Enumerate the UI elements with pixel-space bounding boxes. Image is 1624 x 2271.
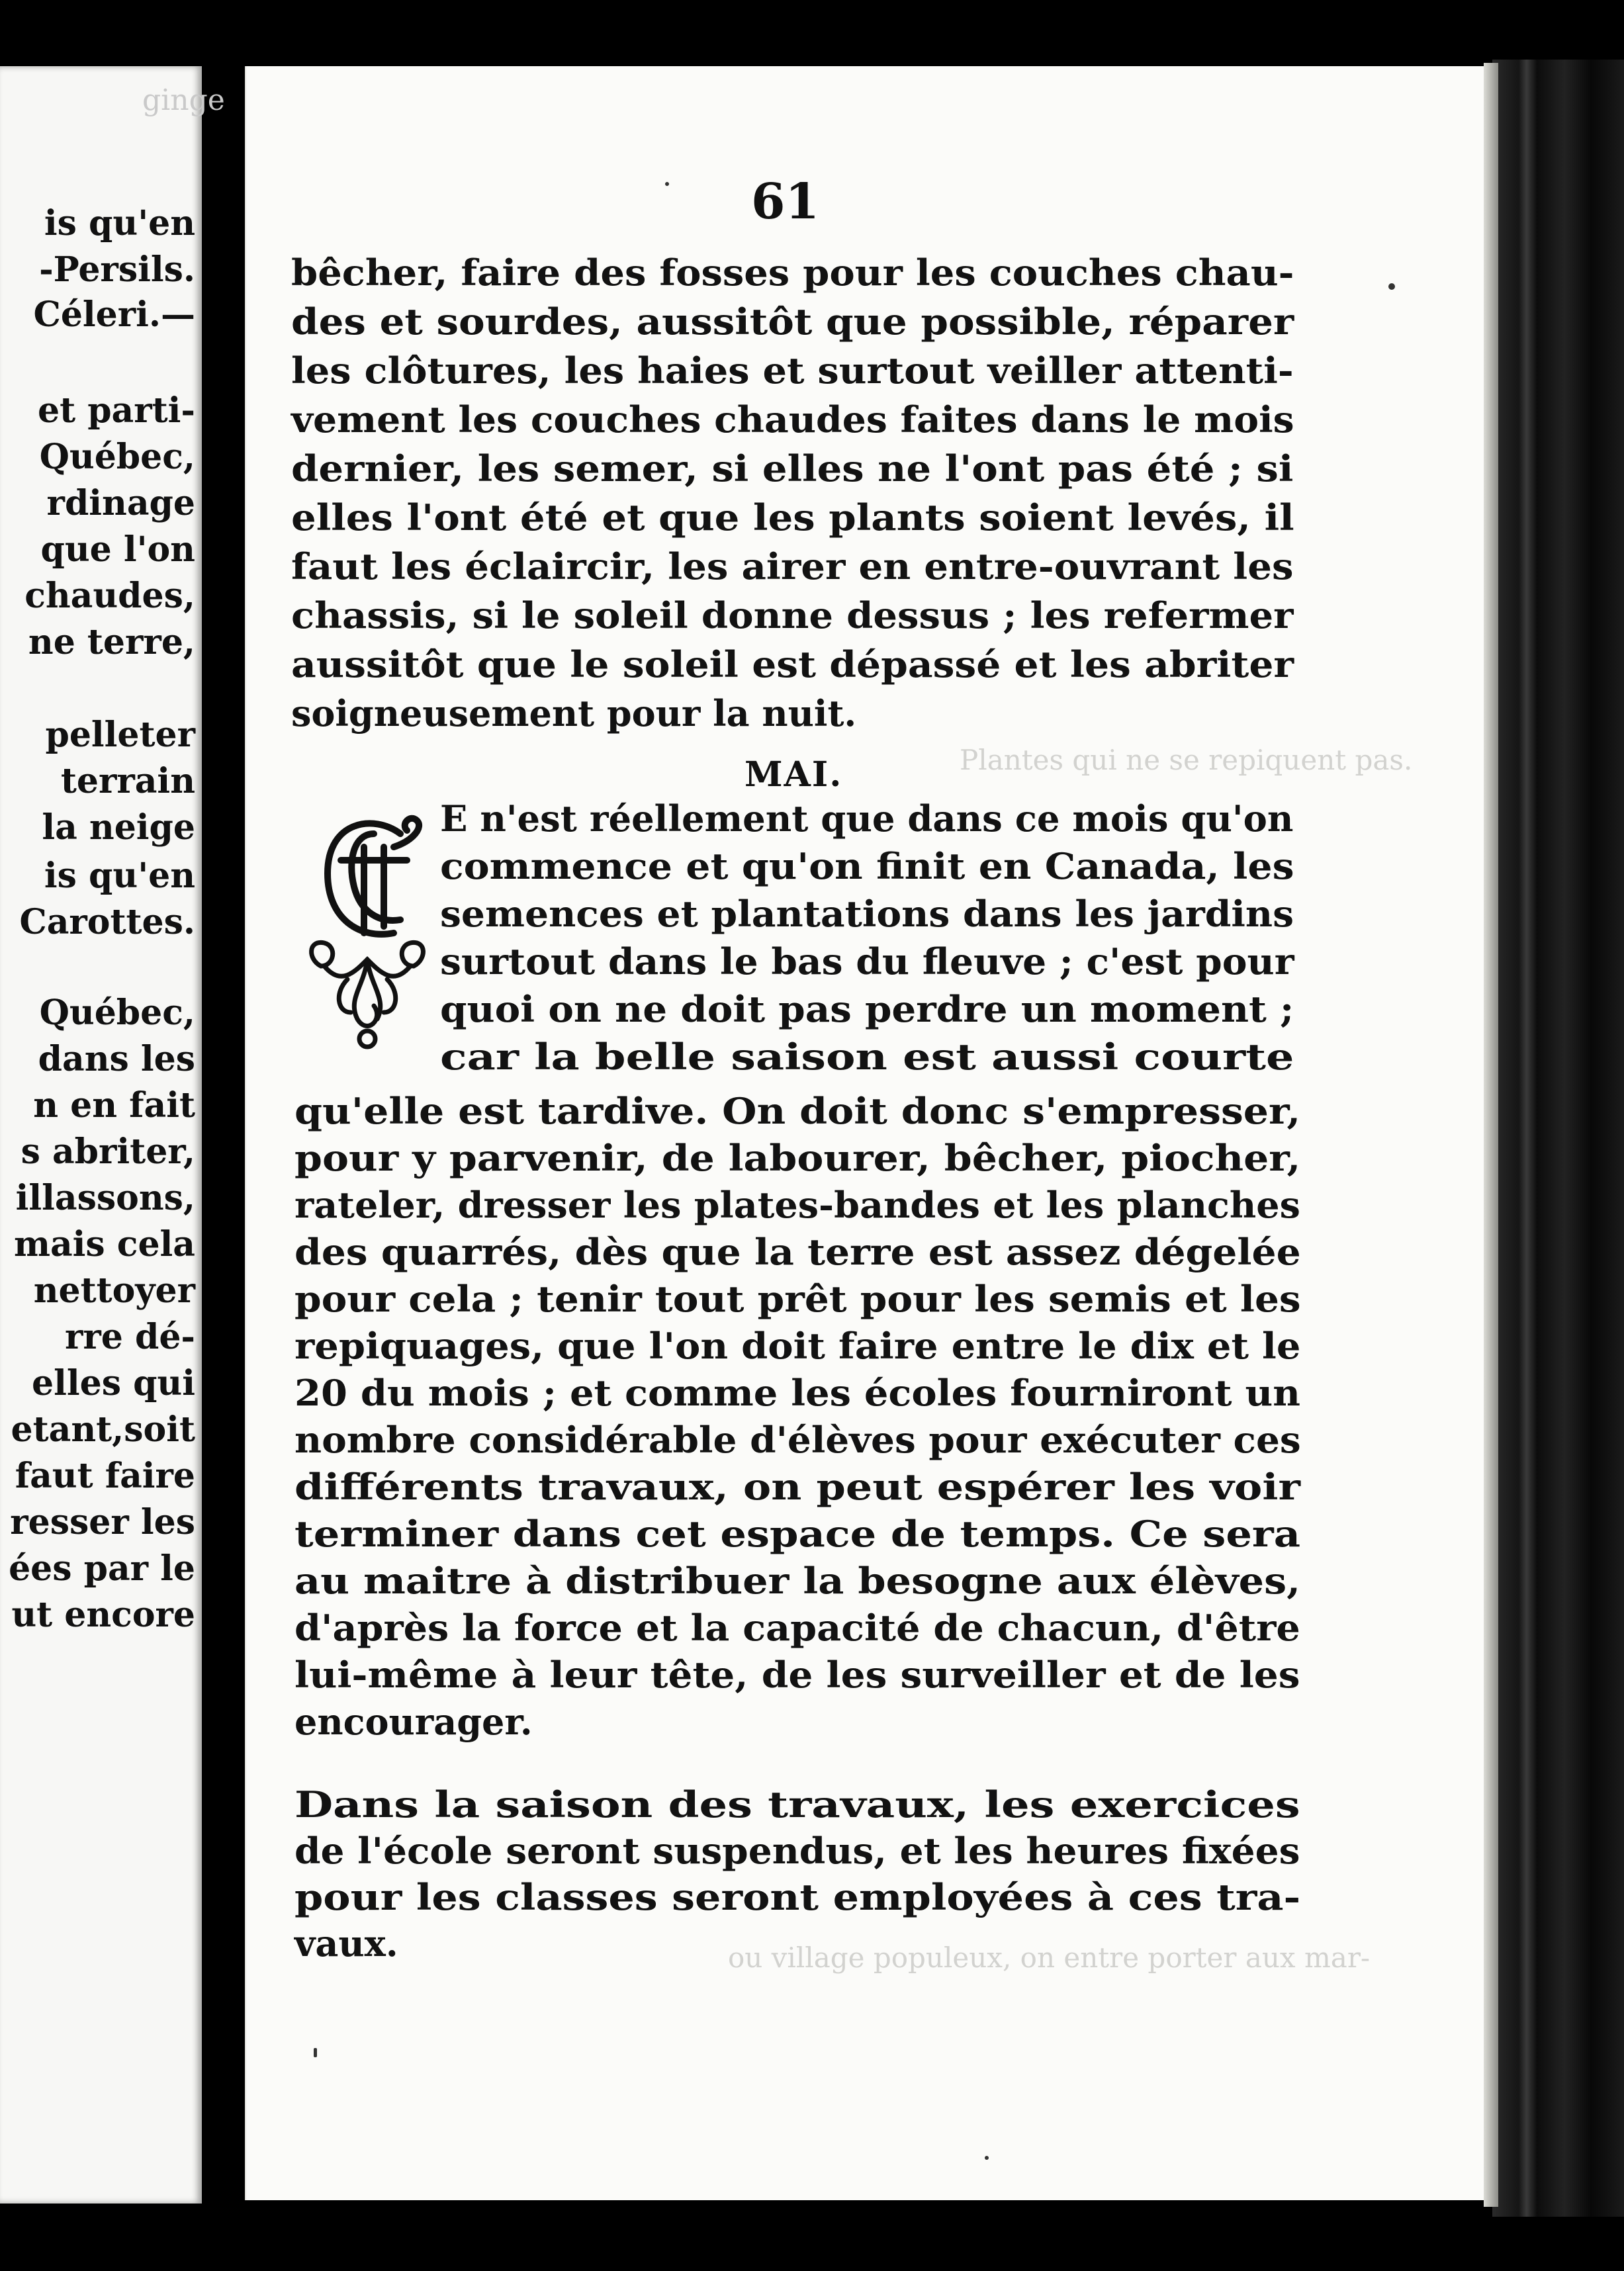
text-line: semences et plantations dans les jardins	[440, 893, 1294, 935]
text-line: faut les éclaircir, les airer en entre-ouvrant les	[291, 545, 1294, 588]
bleed-through-line: Plantes qui ne se repiquent pas.	[960, 744, 1413, 776]
left-page-line: Carottes.	[19, 902, 195, 942]
ink-speck	[314, 2048, 317, 2057]
left-facing-page	[0, 66, 225, 2204]
left-page-line: Québec,	[39, 993, 195, 1033]
text-line: vaux.	[294, 1922, 398, 1965]
left-page-line: dans les	[38, 1039, 195, 1079]
section-heading: MAI.	[744, 754, 843, 795]
ornamental-drop-cap-icon	[301, 807, 433, 1059]
left-page-line: Québec,	[39, 437, 195, 477]
text-line: des et sourdes, aussitôt que possible, réparer	[291, 300, 1294, 343]
text-line: encourager.	[294, 1701, 533, 1743]
text-line: 20 du mois ; et comme les écoles fourniront un	[294, 1372, 1301, 1414]
text-line: vement les couches chaudes faites dans le mois	[291, 398, 1294, 441]
left-page-line: is qu'en	[44, 856, 195, 896]
text-line: nombre considérable d'élèves pour exécuter ces	[294, 1419, 1301, 1461]
left-page-line: chaudes,	[24, 576, 195, 616]
text-line: elles l'ont été et que les plants soient levés, il	[291, 496, 1294, 539]
left-page-line: is qu'en	[44, 203, 195, 244]
text-line: d'après la force et la capacité de chacun, d'être	[294, 1607, 1300, 1649]
text-line: E n'est réellement que dans ce mois qu'on	[440, 797, 1294, 840]
text-line: surtout dans le bas du fleuve ; c'est pour	[440, 940, 1294, 983]
left-page-line: n en fait	[33, 1085, 195, 1126]
bleed-through-line: ou village populeux, on entre porter aux mar-	[728, 1941, 1371, 1974]
left-page-line: faut faire	[15, 1456, 195, 1496]
text-line: pour les classes seront employées à ces tra-	[294, 1876, 1301, 1918]
text-line: qu'elle est tardive. On doit donc s'empresser,	[294, 1090, 1301, 1132]
left-page-line: la neige	[42, 807, 195, 848]
ink-speck	[985, 2156, 989, 2160]
left-page-line: et parti-	[37, 390, 195, 431]
text-line: repiquages, que l'on doit faire entre le dix et le	[294, 1325, 1301, 1367]
left-page-line: que l'on	[40, 529, 195, 570]
ink-speck	[1388, 283, 1395, 290]
text-line: pour cela ; tenir tout prêt pour les semis et les	[294, 1278, 1301, 1320]
text-line: rateler, dresser les plates-bandes et les planches	[294, 1184, 1300, 1226]
text-line: différents travaux, on peut espérer les voir	[294, 1466, 1300, 1508]
left-page-line: elles qui	[32, 1363, 195, 1403]
text-line: terminer dans cet espace de temps. Ce sera	[294, 1513, 1301, 1555]
text-line: dernier, les semer, si elles ne l'ont pas été ; si	[291, 447, 1294, 490]
text-line: bêcher, faire des fosses pour les couches chau-	[291, 251, 1294, 294]
text-line: les clôtures, les haies et surtout veiller attenti-	[291, 349, 1294, 392]
text-line: de l'école seront suspendus, et les heures fixées	[294, 1830, 1300, 1872]
text-line: quoi on ne doit pas perdre un moment ;	[440, 988, 1294, 1030]
left-page-line: pelleter	[45, 715, 195, 755]
text-line: soigneusement pour la nuit.	[291, 692, 857, 735]
bleed-through-text: ginge	[142, 83, 225, 117]
page-edge	[1484, 63, 1498, 2207]
left-page-line: rdinage	[46, 483, 195, 523]
text-line: car la belle saison est aussi courte	[440, 1036, 1294, 1078]
left-page-line: nettoyer	[33, 1270, 195, 1311]
left-page-line: Céleri.—	[33, 294, 195, 335]
left-page-line: ut encore	[11, 1595, 195, 1635]
text-line: au maitre à distribuer la besogne aux élèves,	[294, 1560, 1301, 1602]
left-page-line: terrain	[60, 761, 195, 801]
text-line: commence et qu'on finit en Canada, les	[440, 845, 1294, 887]
left-page-line: rre dé-	[64, 1317, 195, 1357]
text-line: Dans la saison des travaux, les exercices	[294, 1783, 1300, 1826]
left-page-line: -Persils.	[39, 249, 195, 290]
left-page-line: ées par le	[9, 1548, 195, 1589]
text-line: des quarrés, dès que la terre est assez dégelée	[294, 1231, 1301, 1273]
left-page-line: s abriter,	[21, 1132, 195, 1172]
left-page-line: resser les	[10, 1502, 195, 1542]
text-line: aussitôt que le soleil est dépassé et les abriter	[291, 643, 1294, 686]
page-number: 61	[751, 173, 819, 230]
text-line: lui-même à leur tête, de les surveiller et de les	[294, 1654, 1300, 1696]
book-spine	[1492, 60, 1624, 2217]
left-page-line: mais cela	[13, 1224, 195, 1265]
text-line: pour y parvenir, de labourer, bêcher, piocher,	[294, 1137, 1301, 1179]
text-line: chassis, si le soleil donne dessus ; les refermer	[291, 594, 1294, 637]
left-page-line: illassons,	[15, 1178, 195, 1218]
left-page-line: ne terre,	[28, 622, 195, 662]
ink-speck	[665, 182, 669, 186]
left-page-line: etant,soit	[11, 1409, 195, 1450]
